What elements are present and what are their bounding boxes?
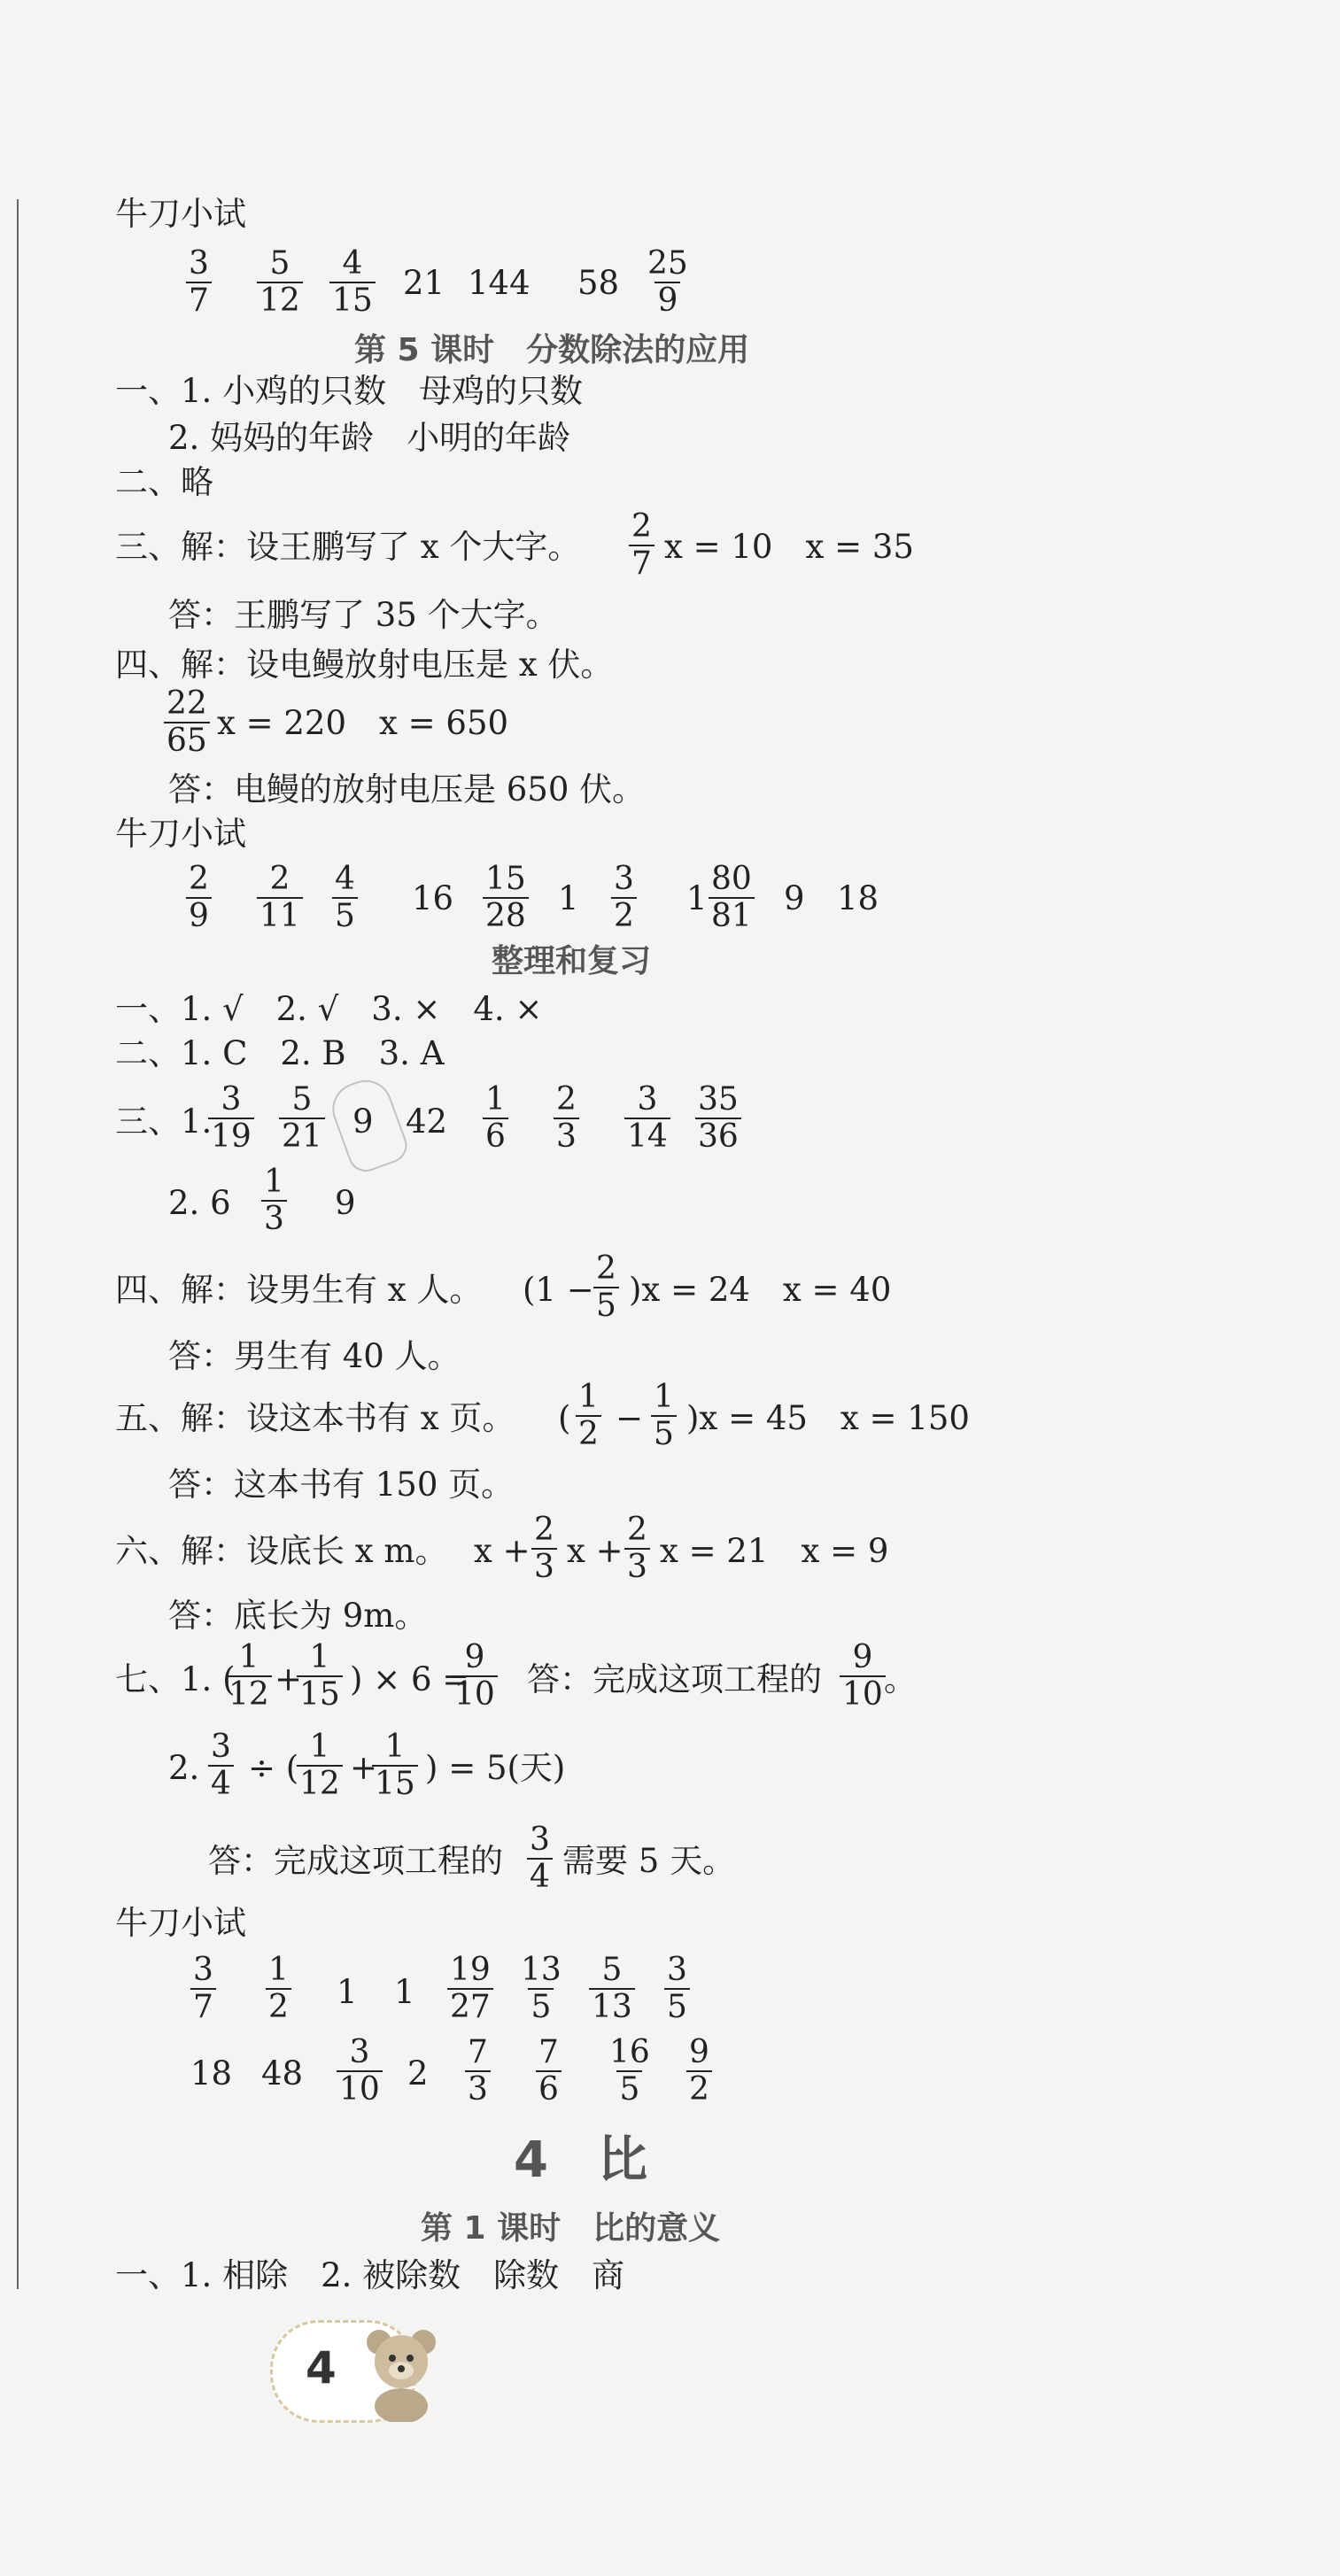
fraction: $\frac{3}{4}$: [208, 1729, 234, 1802]
section-title: 牛刀小试: [115, 1904, 246, 1942]
fraction: $\frac{2}{3}$: [531, 1512, 557, 1585]
fraction: $\frac{1}{12}$: [226, 1640, 272, 1713]
fraction: $\frac{1}{12}$: [297, 1729, 343, 1802]
fraction: $\frac{16}{5}$: [609, 2034, 650, 2108]
fraction: $\frac{2}{7}$: [629, 509, 655, 582]
section-heading: 整理和复习: [492, 943, 652, 979]
answer: 2: [407, 2054, 429, 2093]
equation: x = 21 x = 9: [660, 1532, 889, 1570]
equation-part: +: [275, 1660, 303, 1698]
stamp-mark: [325, 1072, 412, 1176]
fraction: $\frac{1}{2}$: [266, 1953, 291, 2025]
answer: 48: [261, 2054, 304, 2093]
page-number: 4: [306, 2342, 337, 2394]
equation-part: x +: [474, 1532, 531, 1570]
fraction: $\frac{3}{7}$: [186, 246, 212, 319]
answer-line: 七、1. (: [115, 1660, 236, 1698]
fraction: $\frac{3}{5}$: [664, 1953, 690, 2025]
answer-line: 一、1. √ 2. √ 3. × 4. ×: [115, 990, 543, 1028]
equation-part: +: [350, 1749, 378, 1787]
fraction: $\frac{22}{65}$: [164, 686, 210, 759]
fraction: $\frac{1}{2}$: [576, 1380, 601, 1452]
fraction: $\frac{1}{15}$: [372, 1729, 418, 1802]
fraction: $\frac{5}{12}$: [257, 246, 303, 319]
fraction: $\frac{2}{5}$: [593, 1251, 619, 1324]
equation: x = 10 x = 35: [664, 528, 914, 566]
equation: ) = 5(天): [425, 1749, 566, 1787]
equation-part: (: [558, 1399, 571, 1437]
answer-line: 2. 妈妈的年龄 小明的年龄: [168, 419, 571, 457]
answer-line: 答：王鹏写了 35 个大字。: [168, 596, 559, 634]
answer-line: 答：底长为 9m。: [168, 1597, 428, 1635]
fraction: $\frac{2}{9}$: [186, 862, 212, 934]
fraction: $\frac{1}{6}$: [483, 1082, 508, 1155]
fraction: $\frac{5}{21}$: [279, 1082, 325, 1155]
fraction: $\frac{80}{81}$: [709, 862, 755, 934]
fraction: $\frac{2}{3}$: [554, 1082, 579, 1155]
fraction: $\frac{2}{3}$: [624, 1512, 650, 1585]
fraction: $\frac{3}{2}$: [611, 862, 637, 934]
fraction: $\frac{3}{14}$: [624, 1082, 670, 1155]
answer-line: 三、解：设王鹏写了 x 个大字。: [115, 528, 581, 566]
fraction: $\frac{19}{27}$: [447, 1953, 493, 2025]
fraction: $\frac{1}{5}$: [651, 1380, 677, 1452]
fraction: $\frac{9}{10}$: [452, 1640, 498, 1713]
fraction: $\frac{3}{19}$: [208, 1082, 254, 1155]
fraction: $\frac{25}{9}$: [647, 245, 688, 319]
answer-line: 答：这本书有 150 页。: [168, 1466, 515, 1504]
answer: 1: [558, 879, 579, 917]
fraction: $\frac{4}{5}$: [332, 862, 358, 934]
fraction: $\frac{3}{10}$: [337, 2035, 383, 2108]
answer-line: 2. 6: [168, 1184, 231, 1222]
answer-line: 四、解：设电鳗放射电压是 x 伏。: [115, 646, 614, 684]
fraction: $\frac{1}{15}$: [297, 1640, 343, 1713]
equation-part: ÷ (: [248, 1749, 299, 1787]
answer: 144: [468, 264, 531, 302]
answer: 42: [406, 1102, 448, 1141]
section-heading: 第 1 课时 比的意义: [421, 2210, 721, 2247]
fraction: $\frac{1}{3}$: [261, 1164, 287, 1237]
answer-line: 一、1. 小鸡的只数 母鸡的只数: [115, 372, 584, 410]
fraction: $\frac{13}{5}$: [521, 1952, 562, 2025]
equation-part: −: [616, 1399, 644, 1437]
answer: 9: [784, 879, 805, 917]
equation: )x = 45 x = 150: [686, 1399, 970, 1437]
answer: 58: [577, 264, 620, 302]
answer: 18: [837, 879, 879, 917]
fraction: $\frac{35}{36}$: [695, 1082, 741, 1155]
answer-line: 一、1. 相除 2. 被除数 除数 商: [115, 2256, 625, 2294]
answer-line: 二、略: [115, 463, 213, 501]
answer-line: 答：电鳗的放射电压是 650 伏。: [168, 770, 646, 808]
answer-line: 2.: [168, 1749, 200, 1787]
bear-icon: [361, 2325, 441, 2422]
answer-line: 四、解：设男生有 x 人。: [115, 1271, 483, 1309]
left-margin-rule: [17, 199, 19, 2289]
answer-line: 五、解：设这本书有 x 页。: [115, 1399, 515, 1437]
equation-part: (1 −: [523, 1271, 594, 1309]
equation: ) × 6 =: [350, 1660, 470, 1698]
fraction: $\frac{15}{28}$: [483, 862, 529, 934]
answer: 9: [335, 1184, 356, 1222]
answer: 16: [412, 879, 454, 917]
answer-line: 六、解：设底长 x m。: [115, 1532, 448, 1570]
section-heading: 第 5 课时 分数除法的应用: [354, 332, 750, 368]
fraction: $\frac{5}{13}$: [589, 1953, 635, 2025]
answer: 1: [394, 1973, 415, 2011]
fraction: $\frac{7}{6}$: [536, 2035, 562, 2108]
fraction: $\frac{3}{7}$: [190, 1953, 216, 2025]
equation: )x = 24 x = 40: [629, 1271, 892, 1309]
fraction: $\frac{4}{15}$: [329, 246, 376, 319]
answer: 21: [403, 264, 445, 302]
answer: 1: [686, 879, 708, 917]
fraction: $\frac{9}{2}$: [686, 2035, 712, 2108]
section-title: 牛刀小试: [115, 195, 246, 233]
fraction: $\frac{3}{4}$: [527, 1822, 553, 1895]
answer-line: 需要 5 天。: [562, 1842, 736, 1880]
chapter-title: 4 比: [514, 2131, 647, 2189]
fraction: $\frac{7}{3}$: [465, 2035, 491, 2108]
answer: 1: [337, 1973, 358, 2011]
answer: 9: [352, 1102, 374, 1141]
fraction: $\frac{2}{11}$: [257, 862, 303, 934]
answer-line: 三、1.: [115, 1102, 213, 1141]
answer-line: 二、1. C 2. B 3. A: [115, 1034, 445, 1072]
fraction: $\frac{9}{10}$: [840, 1640, 886, 1713]
equation: x = 220 x = 650: [217, 704, 509, 742]
answer-line: 答：完成这项工程的: [208, 1842, 503, 1880]
answer: 18: [190, 2054, 233, 2093]
punctuation: 。: [884, 1660, 917, 1698]
equation-part: x +: [567, 1532, 624, 1570]
answer-line: 答：完成这项工程的: [527, 1660, 822, 1698]
section-title: 牛刀小试: [115, 815, 246, 853]
answer-line: 答：男生有 40 人。: [168, 1337, 461, 1375]
